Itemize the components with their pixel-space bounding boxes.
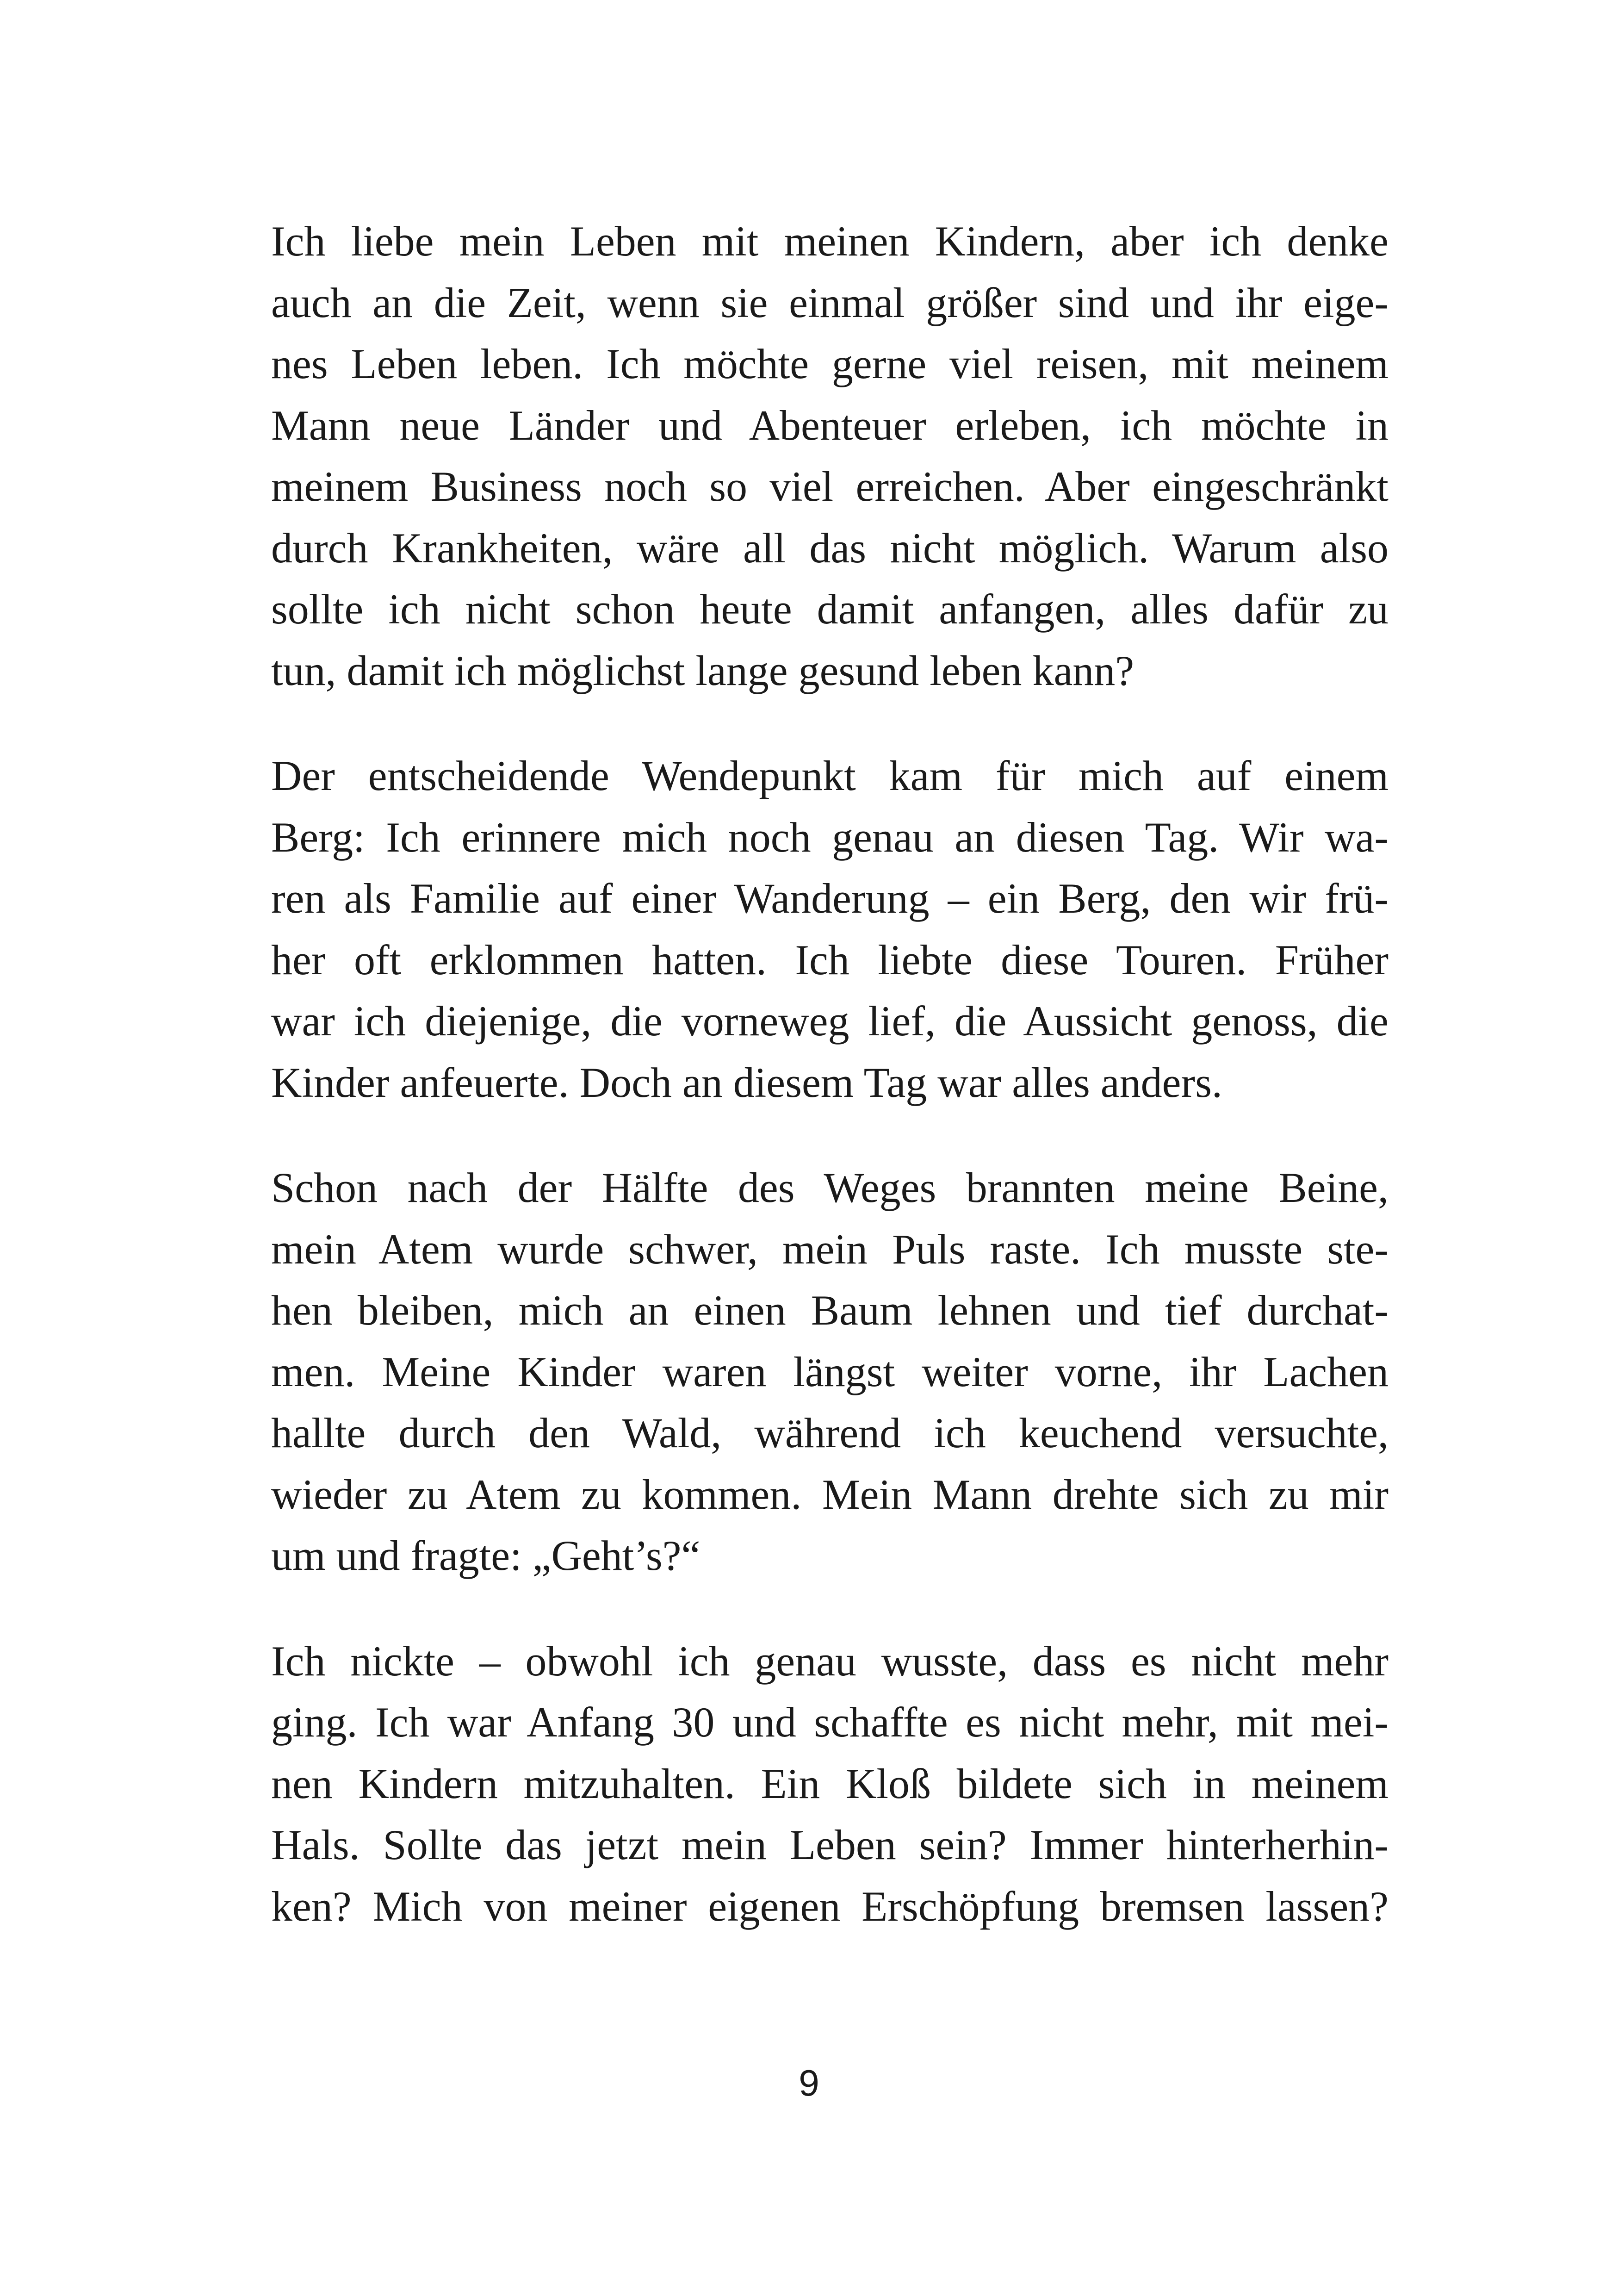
paragraph-4 [271, 1630, 1389, 1937]
paragraph-2 [271, 745, 1389, 1113]
text-line: Kinder anfeuerte. Doch an diesem Tag war alles anders. [271, 1058, 1222, 1106]
text-line: hen bleiben, mich an einen Baum lehnen und tief durchat- [271, 1287, 1389, 1334]
paragraph-1 [271, 211, 1389, 701]
text-line: meinem Business noch so viel erreichen. Aber eingeschränkt [271, 463, 1389, 510]
text-line: her oft erklommen hatten. Ich liebte diese Touren. Früher [271, 936, 1389, 983]
text-line: auch an die Zeit, wenn sie einmal größer sind und ihr eige- [271, 279, 1389, 326]
text-line: Berg: Ich erinnere mich noch genau an diesen Tag. Wir wa- [271, 813, 1389, 861]
text-line: tun, damit ich möglichst lange gesund leben kann? [271, 647, 1134, 694]
text-line: hallte durch den Wald, während ich keuchend versuchte, [271, 1409, 1389, 1456]
text-line: sollte ich nicht schon heute damit anfangen, alles dafür zu [271, 585, 1389, 633]
text-line: durch Krankheiten, wäre all das nicht möglich. Warum also [271, 524, 1389, 572]
text-line: mein Atem wurde schwer, mein Puls raste. Ich musste ste- [271, 1225, 1389, 1273]
text-line: Der entscheidende Wendepunkt kam für mich auf einem [271, 752, 1389, 799]
text-line: um und fragte: „Geht’s?“ [271, 1532, 701, 1579]
text-line: Schon nach der Hälfte des Weges brannten meine Beine, [271, 1164, 1389, 1211]
text-line: wieder zu Atem zu kommen. Mein Mann drehte sich zu mir [271, 1470, 1389, 1518]
text-line: war ich diejenige, die vorneweg lief, die Aussicht genoss, die [271, 997, 1389, 1045]
text-line: men. Meine Kinder waren längst weiter vorne, ihr Lachen [271, 1348, 1389, 1395]
body-text [271, 211, 1389, 1981]
text-line: ren als Familie auf einer Wanderung – ein Berg, den wir frü- [271, 875, 1389, 922]
text-line: Ich nickte – obwohl ich genau wusste, dass es nicht mehr [271, 1637, 1389, 1685]
text-line: Ich liebe mein Leben mit meinen Kindern, aber ich denke [271, 218, 1389, 265]
text-line: Hals. Sollte das jetzt mein Leben sein? Immer hinterherhin- [271, 1821, 1389, 1868]
text-line: nen Kindern mitzuhalten. Ein Kloß bildete sich in meinem [271, 1760, 1389, 1807]
text-line: Mann neue Länder und Abenteuer erleben, ich möchte in [271, 401, 1389, 449]
paragraph-3 [271, 1157, 1389, 1587]
page-number: 9 [799, 2062, 819, 2103]
text-line: ging. Ich war Anfang 30 und schaffte es nicht mehr, mit mei- [271, 1699, 1389, 1746]
text-line: nes Leben leben. Ich möchte gerne viel reisen, mit meinem [271, 340, 1389, 387]
text-line: ken? Mich von meiner eigenen Erschöpfung bremsen lassen? [271, 1882, 1389, 1930]
